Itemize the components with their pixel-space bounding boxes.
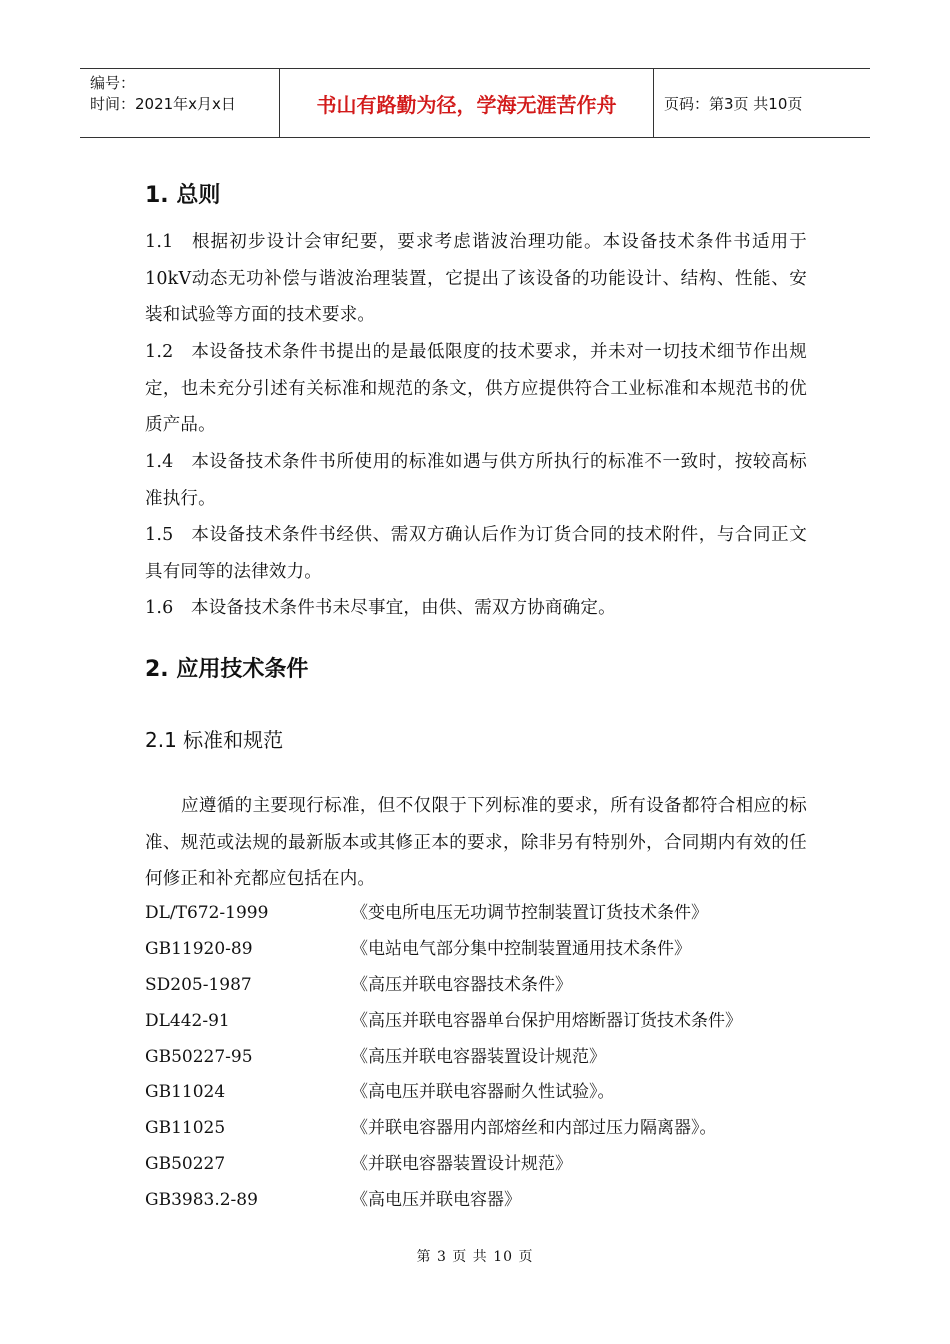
standard-title: 《电站电气部分集中控制装置通用技术条件》 [351,938,691,959]
standard-title: 《高压并联电容器单台保护用熔断器订货技术条件》 [351,1010,742,1031]
standard-code: DL/T672-1999 [145,903,269,923]
standard-code: GB11025 [145,1118,226,1139]
clause-1-1 [145,224,807,334]
clause-number: 1.2 [145,342,174,362]
standard-item [145,1151,807,1187]
clause-text: 根据初步设计会审纪要，要求考虑谐波治理功能。本设备技术条件书适用于10kV动态无功补偿与谐波治理装置，它提出了该设备的功能设计、结构、性能、安装和试验等方面的技术要求。 [145,232,807,325]
standard-code: GB50227 [145,1154,226,1175]
clause-1-6 [145,590,807,627]
standard-code: GB3983.2-89 [145,1190,258,1211]
standard-item [145,972,807,1008]
standards-list [145,900,807,1223]
clause-number: 1.1 [145,232,174,252]
standard-item [145,1079,807,1115]
clause-number: 1.5 [145,525,174,545]
standard-item [145,936,807,972]
standard-title: 《变电所电压无功调节控制装置订货技术条件》 [351,903,708,923]
page-header [80,68,870,138]
standard-title: 《并联电容器用内部熔丝和内部过压力隔离器》。 [351,1118,717,1139]
standard-code: GB50227-95 [145,1046,253,1067]
standard-title: 《高压并联电容器技术条件》 [351,974,572,995]
standard-item [145,1187,807,1223]
standard-code: GB11920-89 [145,938,253,959]
standard-title: 《高电压并联电容器耐久性试验》。 [351,1082,615,1103]
clause-text: 本设备技术条件书经供、需双方确认后作为订货合同的技术附件，与合同正文具有同等的法律效力。 [145,525,807,582]
clause-number: 1.4 [145,452,174,472]
clause-text: 本设备技术条件书未尽事宜，由供、需双方协商确定。 [191,598,616,618]
number-label: 编号： [90,74,136,92]
standard-title: 《高压并联电容器装置设计规范》 [351,1046,606,1067]
time-label: 时间：2021年x月x日 [90,95,236,113]
subsection-2-1-title: 2.1 标准和规范 [145,728,284,752]
standard-title: 《并联电容器装置设计规范》 [351,1154,572,1175]
standard-item [145,1044,807,1080]
standards-intro: 应遵循的主要现行标准，但不仅限于下列标准的要求，所有设备都符合相应的标准、规范或法规的最新版本或其修正本的要求，除非另有特别外，合同期内有效的任何修正和补充都应包括在内。 [145,796,807,889]
header-meta [80,69,280,137]
header-motto: 书山有路勤为径，学海无涯苦作舟 [280,69,654,137]
section-2-title: 2. 应用技术条件 [145,657,309,682]
clause-number: 1.6 [145,598,174,618]
standard-item [145,900,807,936]
clause-text: 本设备技术条件书所使用的标准如遇与供方所执行的标准不一致时，按较高标准执行。 [145,452,807,509]
standard-item [145,1115,807,1151]
standard-code: SD205-1987 [145,974,252,995]
standard-item [145,1008,807,1044]
standard-code: GB11024 [145,1082,226,1103]
standard-code: DL442-91 [145,1010,230,1031]
standard-title: 《高电压并联电容器》 [351,1190,521,1211]
section-1-title: 1. 总则 [145,183,221,208]
clause-1-2 [145,334,807,444]
clause-1-4 [145,444,807,517]
clause-text: 本设备技术条件书提出的是最低限度的技术要求，并未对一切技术细节作出规定，也未充分引述有关标准和规范的条文，供方应提供符合工业标准和本规范书的优质产品。 [145,342,807,435]
header-page-info: 页码：第3页 共10页 [664,94,803,113]
clause-1-5 [145,517,807,590]
page-footer: 第 3 页 共 10 页 [416,1249,534,1265]
